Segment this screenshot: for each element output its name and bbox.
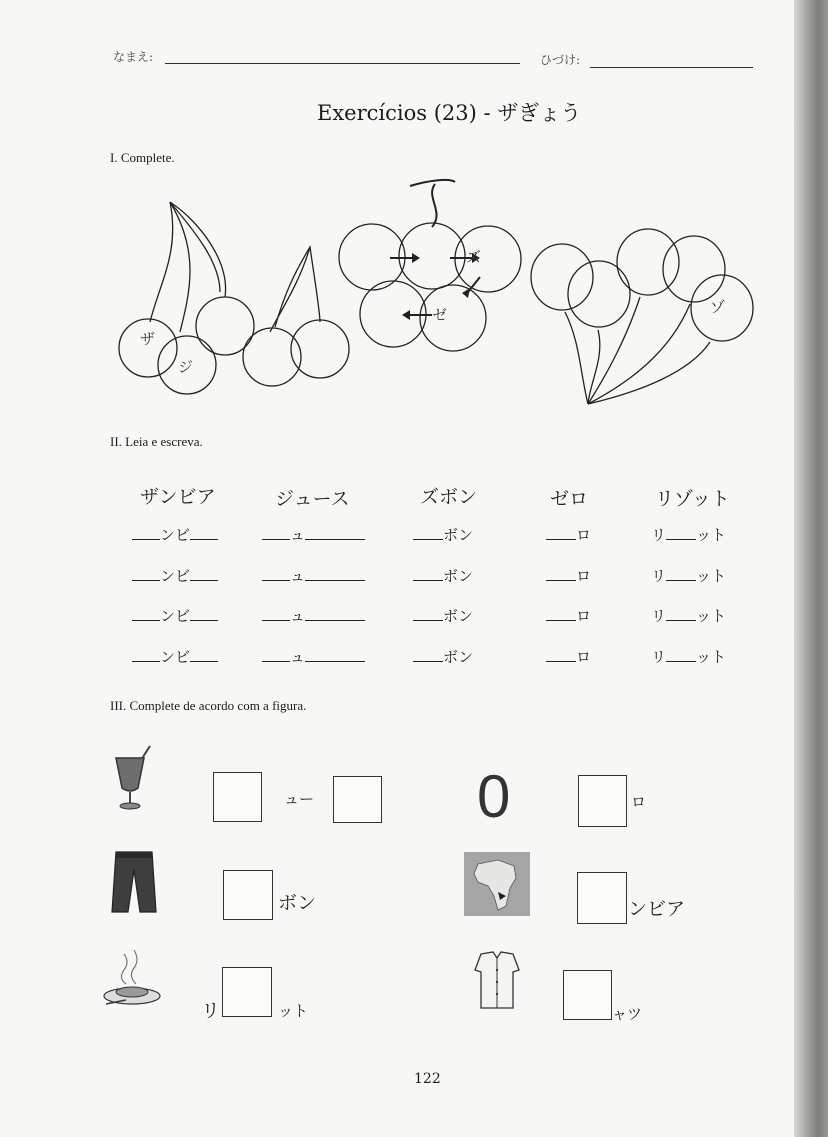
blank-input[interactable] xyxy=(262,525,290,540)
section-1-heading: I. Complete. xyxy=(110,150,175,165)
book-spine-shadow xyxy=(794,0,828,1137)
blank-input[interactable] xyxy=(305,606,365,621)
practice-row: リ ット xyxy=(651,607,727,625)
practice-row: ロ xyxy=(546,646,591,667)
practice-row: ュ xyxy=(262,605,365,626)
date-label: ひづけ: xyxy=(540,53,581,67)
blank-input[interactable] xyxy=(546,525,576,540)
word-zero: ゼロ xyxy=(550,488,589,510)
zero-suffix: ロ xyxy=(631,793,647,811)
blank-input[interactable] xyxy=(132,525,160,540)
blank-input[interactable] xyxy=(190,647,218,662)
blank-input[interactable] xyxy=(190,566,218,581)
blank-input[interactable] xyxy=(413,606,443,621)
juice-mid: ュー xyxy=(284,790,315,808)
practice-row: リ ット xyxy=(651,567,727,585)
practice-row: ボン xyxy=(413,524,473,545)
risotto-plate-icon xyxy=(100,944,164,1010)
blank-input[interactable] xyxy=(305,647,365,662)
page-title: Exercícios (23) - ザぎょう xyxy=(317,101,582,125)
practice-row: ロ xyxy=(546,605,591,626)
practice-row: ボン xyxy=(413,605,473,626)
practice-row: ュ xyxy=(262,565,365,586)
blank-input[interactable] xyxy=(132,606,160,621)
balloon-label-zo: ゾ xyxy=(710,298,726,316)
juice-glass-icon xyxy=(112,744,154,812)
practice-row: ンビ xyxy=(132,565,218,586)
shirt-answer-box[interactable] xyxy=(563,970,612,1020)
blank-input[interactable] xyxy=(413,566,443,581)
grape-label-zu: ズ xyxy=(466,248,482,266)
cherry-label-za: ザ xyxy=(140,330,156,348)
shirt-icon xyxy=(473,950,521,1012)
blank-input[interactable] xyxy=(666,525,696,540)
fruit-balloon-illustration xyxy=(110,172,770,422)
blank-input[interactable] xyxy=(413,525,443,540)
practice-row: ュ xyxy=(262,646,365,667)
date-line xyxy=(590,67,753,68)
risotto-answer-box[interactable] xyxy=(222,967,272,1017)
name-line xyxy=(165,63,520,64)
blank-input[interactable] xyxy=(262,566,290,581)
page-number: 122 xyxy=(414,1071,441,1087)
practice-row: リ ット xyxy=(651,648,727,666)
blank-input[interactable] xyxy=(305,525,365,540)
word-juusu: ジュース xyxy=(275,488,350,510)
pants-answer-box[interactable] xyxy=(223,870,273,920)
word-rizotto: リゾット xyxy=(655,488,730,510)
practice-row: ボン xyxy=(413,565,473,586)
zambia-suffix: ンビア xyxy=(628,898,686,920)
shirt-suffix: ャツ xyxy=(612,1005,643,1023)
blank-input[interactable] xyxy=(666,647,696,662)
blank-input[interactable] xyxy=(546,606,576,621)
section-3-heading: III. Complete de acordo com a figura. xyxy=(110,698,307,713)
zero-answer-box[interactable] xyxy=(578,775,627,827)
name-label: なまえ: xyxy=(113,50,154,64)
juice-answer-box-1[interactable] xyxy=(213,772,262,822)
practice-row: ンビ xyxy=(132,646,218,667)
practice-row: ンビ xyxy=(132,524,218,545)
practice-row: ンビ xyxy=(132,605,218,626)
blank-input[interactable] xyxy=(262,606,290,621)
blank-input[interactable] xyxy=(413,647,443,662)
blank-input[interactable] xyxy=(190,525,218,540)
juice-answer-box-2[interactable] xyxy=(333,776,382,823)
practice-row: ボン xyxy=(413,646,473,667)
blank-input[interactable] xyxy=(190,606,218,621)
risotto-prefix: リ xyxy=(201,1000,221,1022)
word-zanbia: ザンビア xyxy=(140,486,216,508)
practice-row: ロ xyxy=(546,524,591,545)
word-zubon: ズボン xyxy=(420,486,478,508)
section-2-heading: II. Leia e escreva. xyxy=(110,434,203,449)
blank-input[interactable] xyxy=(666,566,696,581)
blank-input[interactable] xyxy=(666,606,696,621)
practice-row: リ ット xyxy=(651,526,727,544)
pants-icon xyxy=(110,850,158,914)
blank-input[interactable] xyxy=(132,566,160,581)
blank-input[interactable] xyxy=(262,647,290,662)
zambia-answer-box[interactable] xyxy=(577,872,627,924)
grape-label-ze: ゼ xyxy=(432,306,448,324)
risotto-suffix: ット xyxy=(278,1002,309,1020)
cherry-stem-1 xyxy=(150,202,220,322)
practice-row: ュ xyxy=(262,524,365,545)
pants-suffix: ボン xyxy=(278,892,317,914)
blank-input[interactable] xyxy=(132,647,160,662)
cherry-label-ji: ジ xyxy=(178,358,194,376)
practice-row: ロ xyxy=(546,565,591,586)
blank-input[interactable] xyxy=(546,566,576,581)
zero-digit: 0 xyxy=(477,763,511,830)
blank-input[interactable] xyxy=(546,647,576,662)
africa-map-icon xyxy=(464,852,530,916)
blank-input[interactable] xyxy=(305,566,365,581)
